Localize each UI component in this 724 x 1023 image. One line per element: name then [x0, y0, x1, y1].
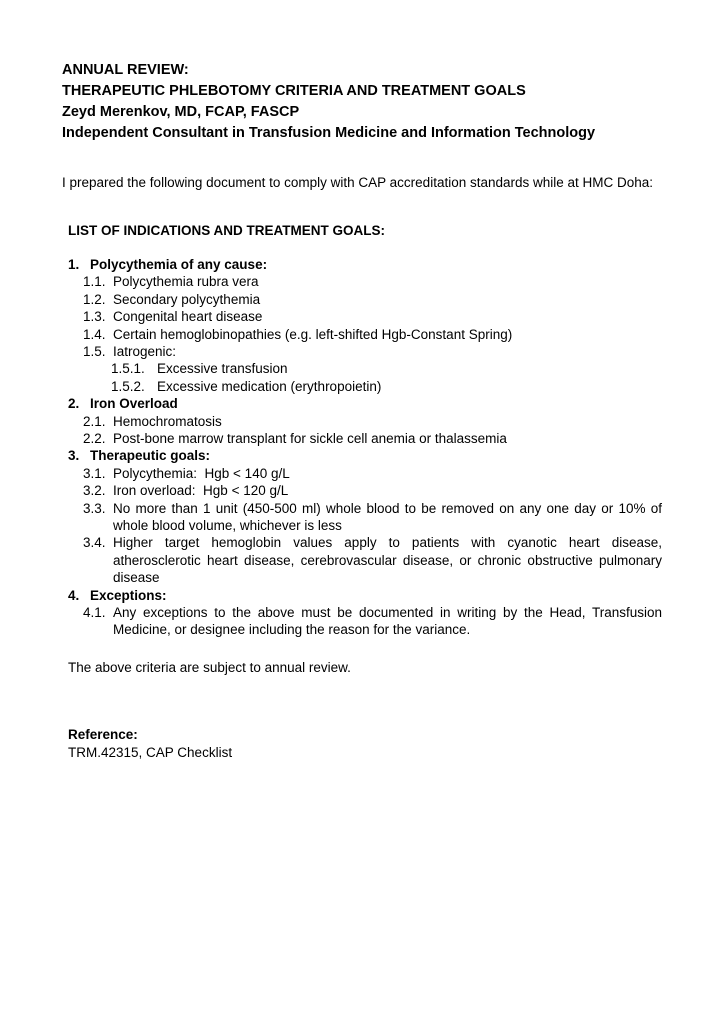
list-item-marker: 4. — [68, 587, 80, 603]
list-item-text: Congenital heart disease — [113, 309, 263, 325]
list-item-text: Iron Overload — [90, 396, 178, 412]
list-item-marker: 1.1. — [83, 274, 106, 290]
list-item — [62, 604, 666, 639]
list-item — [62, 587, 662, 604]
reference-heading: Reference: — [68, 727, 138, 743]
document-content — [62, 60, 666, 761]
author-name: Zeyd Merenkov, MD, FCAP, FASCP — [62, 104, 300, 120]
list-item-marker: 1.4. — [83, 326, 106, 342]
title-line-1: ANNUAL REVIEW: — [62, 62, 189, 78]
list-item-marker: 1. — [68, 256, 80, 272]
list-item — [62, 534, 666, 586]
list-item-marker: 2. — [68, 396, 80, 412]
list-item — [62, 465, 662, 482]
list-item — [62, 326, 662, 343]
list-item-text: Polycythemia: Hgb < 140 g/L — [113, 465, 290, 481]
list-heading: LIST OF INDICATIONS AND TREATMENT GOALS: — [68, 222, 385, 238]
list-item-text: Polycythemia of any cause: — [90, 256, 268, 272]
author-role: Independent Consultant in Transfusion Medicine and Information Technology — [62, 125, 596, 141]
list-item-marker: 1.3. — [83, 309, 106, 325]
list-item — [62, 256, 662, 273]
list-item — [62, 308, 662, 325]
list-item — [62, 378, 662, 395]
reference-block — [68, 726, 662, 761]
list-item — [62, 343, 662, 360]
list-item-text: Excessive transfusion — [157, 361, 288, 377]
list-item-marker: 3.2. — [83, 483, 106, 499]
list-item-text: Higher target hemoglobin values apply to patients with cyanotic heart disease, atherosclerotic heart disease, cerebrovascular disease, or chronic obstructive pulmonary disease — [113, 535, 666, 586]
list-item-text: Therapeutic goals: — [90, 448, 211, 464]
list-item-marker: 3.4. — [83, 535, 106, 551]
list-item-text: Post-bone marrow transplant for sickle cell anemia or thalassemia — [113, 430, 507, 446]
list-item-marker: 3. — [68, 448, 80, 464]
list-item — [62, 395, 662, 412]
list-item-text: No more than 1 unit (450-500 ml) whole blood to be removed on any one day or 10% of whole blood volume, whichever is less — [113, 500, 666, 533]
list-item-marker: 1.2. — [83, 291, 106, 307]
list-item-text: Iron overload: Hgb < 120 g/L — [113, 483, 289, 499]
list-item-text: Certain hemoglobinopathies (e.g. left-shifted Hgb-Constant Spring) — [113, 326, 513, 342]
list-item-text: Iatrogenic: — [113, 343, 177, 359]
list-item — [62, 413, 662, 430]
reference-text: TRM.42315, CAP Checklist — [68, 744, 233, 760]
list-item-marker: 1.5.2. — [111, 378, 145, 394]
list-item-text: Exceptions: — [90, 587, 167, 603]
list-item-marker: 3.3. — [83, 500, 106, 516]
title-line-2: THERAPEUTIC PHLEBOTOMY CRITERIA AND TREATMENT GOALS — [62, 83, 526, 99]
list-item-marker: 2.2. — [83, 430, 106, 446]
list-item — [62, 360, 662, 377]
closing-paragraph: The above criteria are subject to annual review. — [68, 659, 351, 675]
list-item-text: Secondary polycythemia — [113, 291, 261, 307]
list-item-text: Polycythemia rubra vera — [113, 274, 259, 290]
list-item-text: Excessive medication (erythropoietin) — [157, 378, 382, 394]
list-item-marker: 2.1. — [83, 413, 106, 429]
list-item — [62, 482, 662, 499]
list-item — [62, 447, 662, 464]
document-header — [62, 60, 662, 144]
intro-paragraph: I prepared the following document to comply with CAP accreditation standards while at HMC Doha: — [62, 175, 654, 190]
indications-list — [62, 256, 666, 639]
list-item-marker: 1.5. — [83, 343, 106, 359]
list-item — [62, 273, 662, 290]
list-item — [62, 500, 666, 535]
list-item-marker: 4.1. — [83, 605, 106, 621]
list-item — [62, 430, 662, 447]
list-item-marker: 1.5.1. — [111, 361, 145, 377]
list-item — [62, 291, 662, 308]
list-item-text: Any exceptions to the above must be documented in writing by the Head, Transfusion Medicine, or designee including the reason for the variance. — [113, 605, 666, 638]
list-item-text: Hemochromatosis — [113, 413, 222, 429]
list-item-marker: 3.1. — [83, 465, 106, 481]
